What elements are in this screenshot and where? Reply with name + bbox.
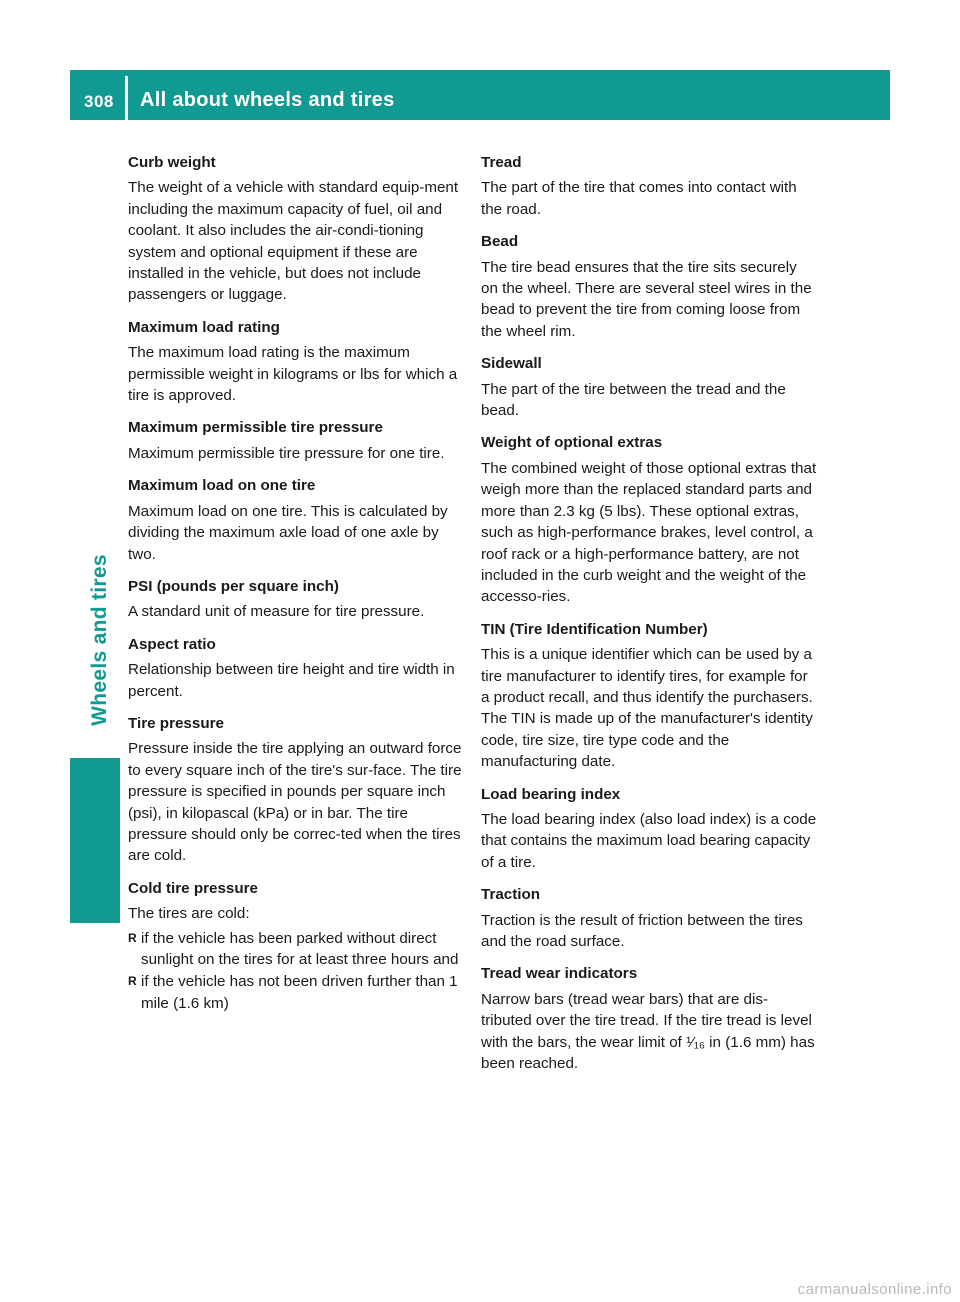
- glossary-entry-load-bearing-index: [481, 784, 817, 874]
- glossary-term: Weight of optional extras: [481, 434, 663, 452]
- bullet-marker: R: [128, 974, 137, 989]
- cold-tire-condition-list: [128, 928, 464, 1015]
- glossary-term: Sidewall: [481, 355, 542, 373]
- glossary-entry-tire-pressure: [128, 713, 464, 867]
- glossary-entry-maximum-load-on-one-tire: [128, 475, 464, 565]
- glossary-definition: The part of the tire that comes into contact with the road.: [481, 179, 797, 218]
- glossary-entry-tread-wear-indicators: [481, 963, 817, 1074]
- list-item: [128, 971, 464, 1014]
- glossary-term: Curb weight: [128, 154, 216, 171]
- glossary-definition: The weight of a vehicle with standard equip-ment including the maximum capacity of fuel, oil and coolant. It also includes the air-condi-tioning system and optional equipment if these are installed in the vehicle, but does not include passengers or luggage.: [128, 179, 459, 304]
- glossary-entry-cold-tire-pressure: [128, 878, 464, 1014]
- glossary-definition: Maximum permissible tire pressure for one tire.: [128, 444, 445, 462]
- section-title: All about wheels and tires: [140, 89, 395, 111]
- glossary-entry-tread: [481, 152, 817, 220]
- left-column: [128, 152, 464, 1015]
- list-item: [128, 928, 464, 971]
- right-column: [481, 152, 817, 1085]
- glossary-entry-curb-weight: [128, 152, 464, 306]
- glossary-term: Cold tire pressure: [128, 879, 258, 897]
- list-item-text: if the vehicle has been parked without direct sunlight on the tires for at least three hours and: [141, 929, 459, 968]
- glossary-definition: The tire bead ensures that the tire sits securely on the wheel. There are several steel wires in the bead to prevent the tire from coming loose from the wheel rim.: [481, 258, 812, 340]
- glossary-term: Tire pressure: [128, 714, 224, 732]
- glossary-definition: Pressure inside the tire applying an outward force to every square inch of the tire's sur-face. The tire pressure is specified in pounds per square inch (psi), in kilopascal (kPa) or in bar. The tire pressure should only be correc-ted when the tires are cold.: [128, 740, 462, 865]
- page-number: 308: [84, 92, 114, 111]
- glossary-term: TIN (Tire Identification Number): [481, 620, 708, 638]
- glossary-definition: Narrow bars (tread wear bars) that are dis-tributed over the tire tread. If the tire tread is level with the bars, the wear limit of ¹⁄₁₆ in (1.6 mm) has been reached.: [481, 990, 815, 1073]
- glossary-term: Maximum load on one tire: [128, 477, 316, 495]
- glossary-entry-weight-of-optional-extras: [481, 432, 817, 607]
- glossary-entry-sidewall: [481, 353, 817, 421]
- header-divider: [125, 76, 128, 120]
- glossary-term: Maximum permissible tire pressure: [128, 419, 383, 437]
- list-item-text: if the vehicle has not been driven further than 1 mile (1.6 km): [141, 973, 458, 1012]
- glossary-term: Load bearing index: [481, 785, 621, 803]
- glossary-entry-tin: [481, 619, 817, 773]
- glossary-definition: The combined weight of those optional extras that weigh more than the replaced standard parts and more than 2.3 kg (5 lbs). These optional extras, such as high-performance brakes, level control, a roof rack or a high-performance battery, are not included in the curb weight and the weight of the accesso-ries.: [481, 459, 817, 606]
- glossary-term: Traction: [481, 886, 541, 904]
- glossary-term: Maximum load rating: [128, 318, 280, 336]
- glossary-entry-aspect-ratio: [128, 634, 464, 702]
- glossary-definition: A standard unit of measure for tire pressure.: [128, 603, 425, 621]
- glossary-term: Tread wear indicators: [481, 965, 638, 983]
- glossary-definition: Maximum load on one tire. This is calculated by dividing the maximum axle load of one axle by two.: [128, 502, 448, 563]
- side-tab-label: Wheels and tires: [88, 554, 111, 726]
- glossary-definition: Relationship between tire height and tire width in percent.: [128, 661, 455, 700]
- glossary-entry-psi: [128, 576, 464, 623]
- glossary-term: Bead: [481, 233, 519, 251]
- glossary-definition: This is a unique identifier which can be used by a tire manufacturer to identify tires, for example for a product recall, and thus identify the purchasers. The TIN is made up of the manufacturer's identity code, tire size, tire type code and the manufacturing date.: [481, 646, 813, 771]
- glossary-definition: The part of the tire between the tread and the bead.: [481, 380, 786, 420]
- glossary-definition: The maximum load rating is the maximum permissible weight in kilograms or lbs for which a tire is approved.: [128, 344, 458, 405]
- glossary-entry-traction: [481, 884, 817, 952]
- side-tab-marker: [70, 758, 120, 923]
- glossary-term: PSI (pounds per square inch): [128, 577, 339, 595]
- glossary-term: Tread: [481, 154, 522, 171]
- glossary-term: Aspect ratio: [128, 635, 216, 653]
- glossary-entry-maximum-load-rating: [128, 317, 464, 407]
- glossary-definition: Traction is the result of friction between the tires and the road surface.: [481, 911, 803, 950]
- watermark: carmanualsonline.info: [797, 1281, 952, 1298]
- glossary-entry-bead: [481, 231, 817, 342]
- glossary-entry-maximum-permissible-tire-pressure: [128, 417, 464, 464]
- glossary-definition: The tires are cold:: [128, 905, 250, 923]
- bullet-marker: R: [128, 930, 137, 945]
- glossary-definition: The load bearing index (also load index) is a code that contains the maximum load bearing capacity of a tire.: [481, 810, 817, 871]
